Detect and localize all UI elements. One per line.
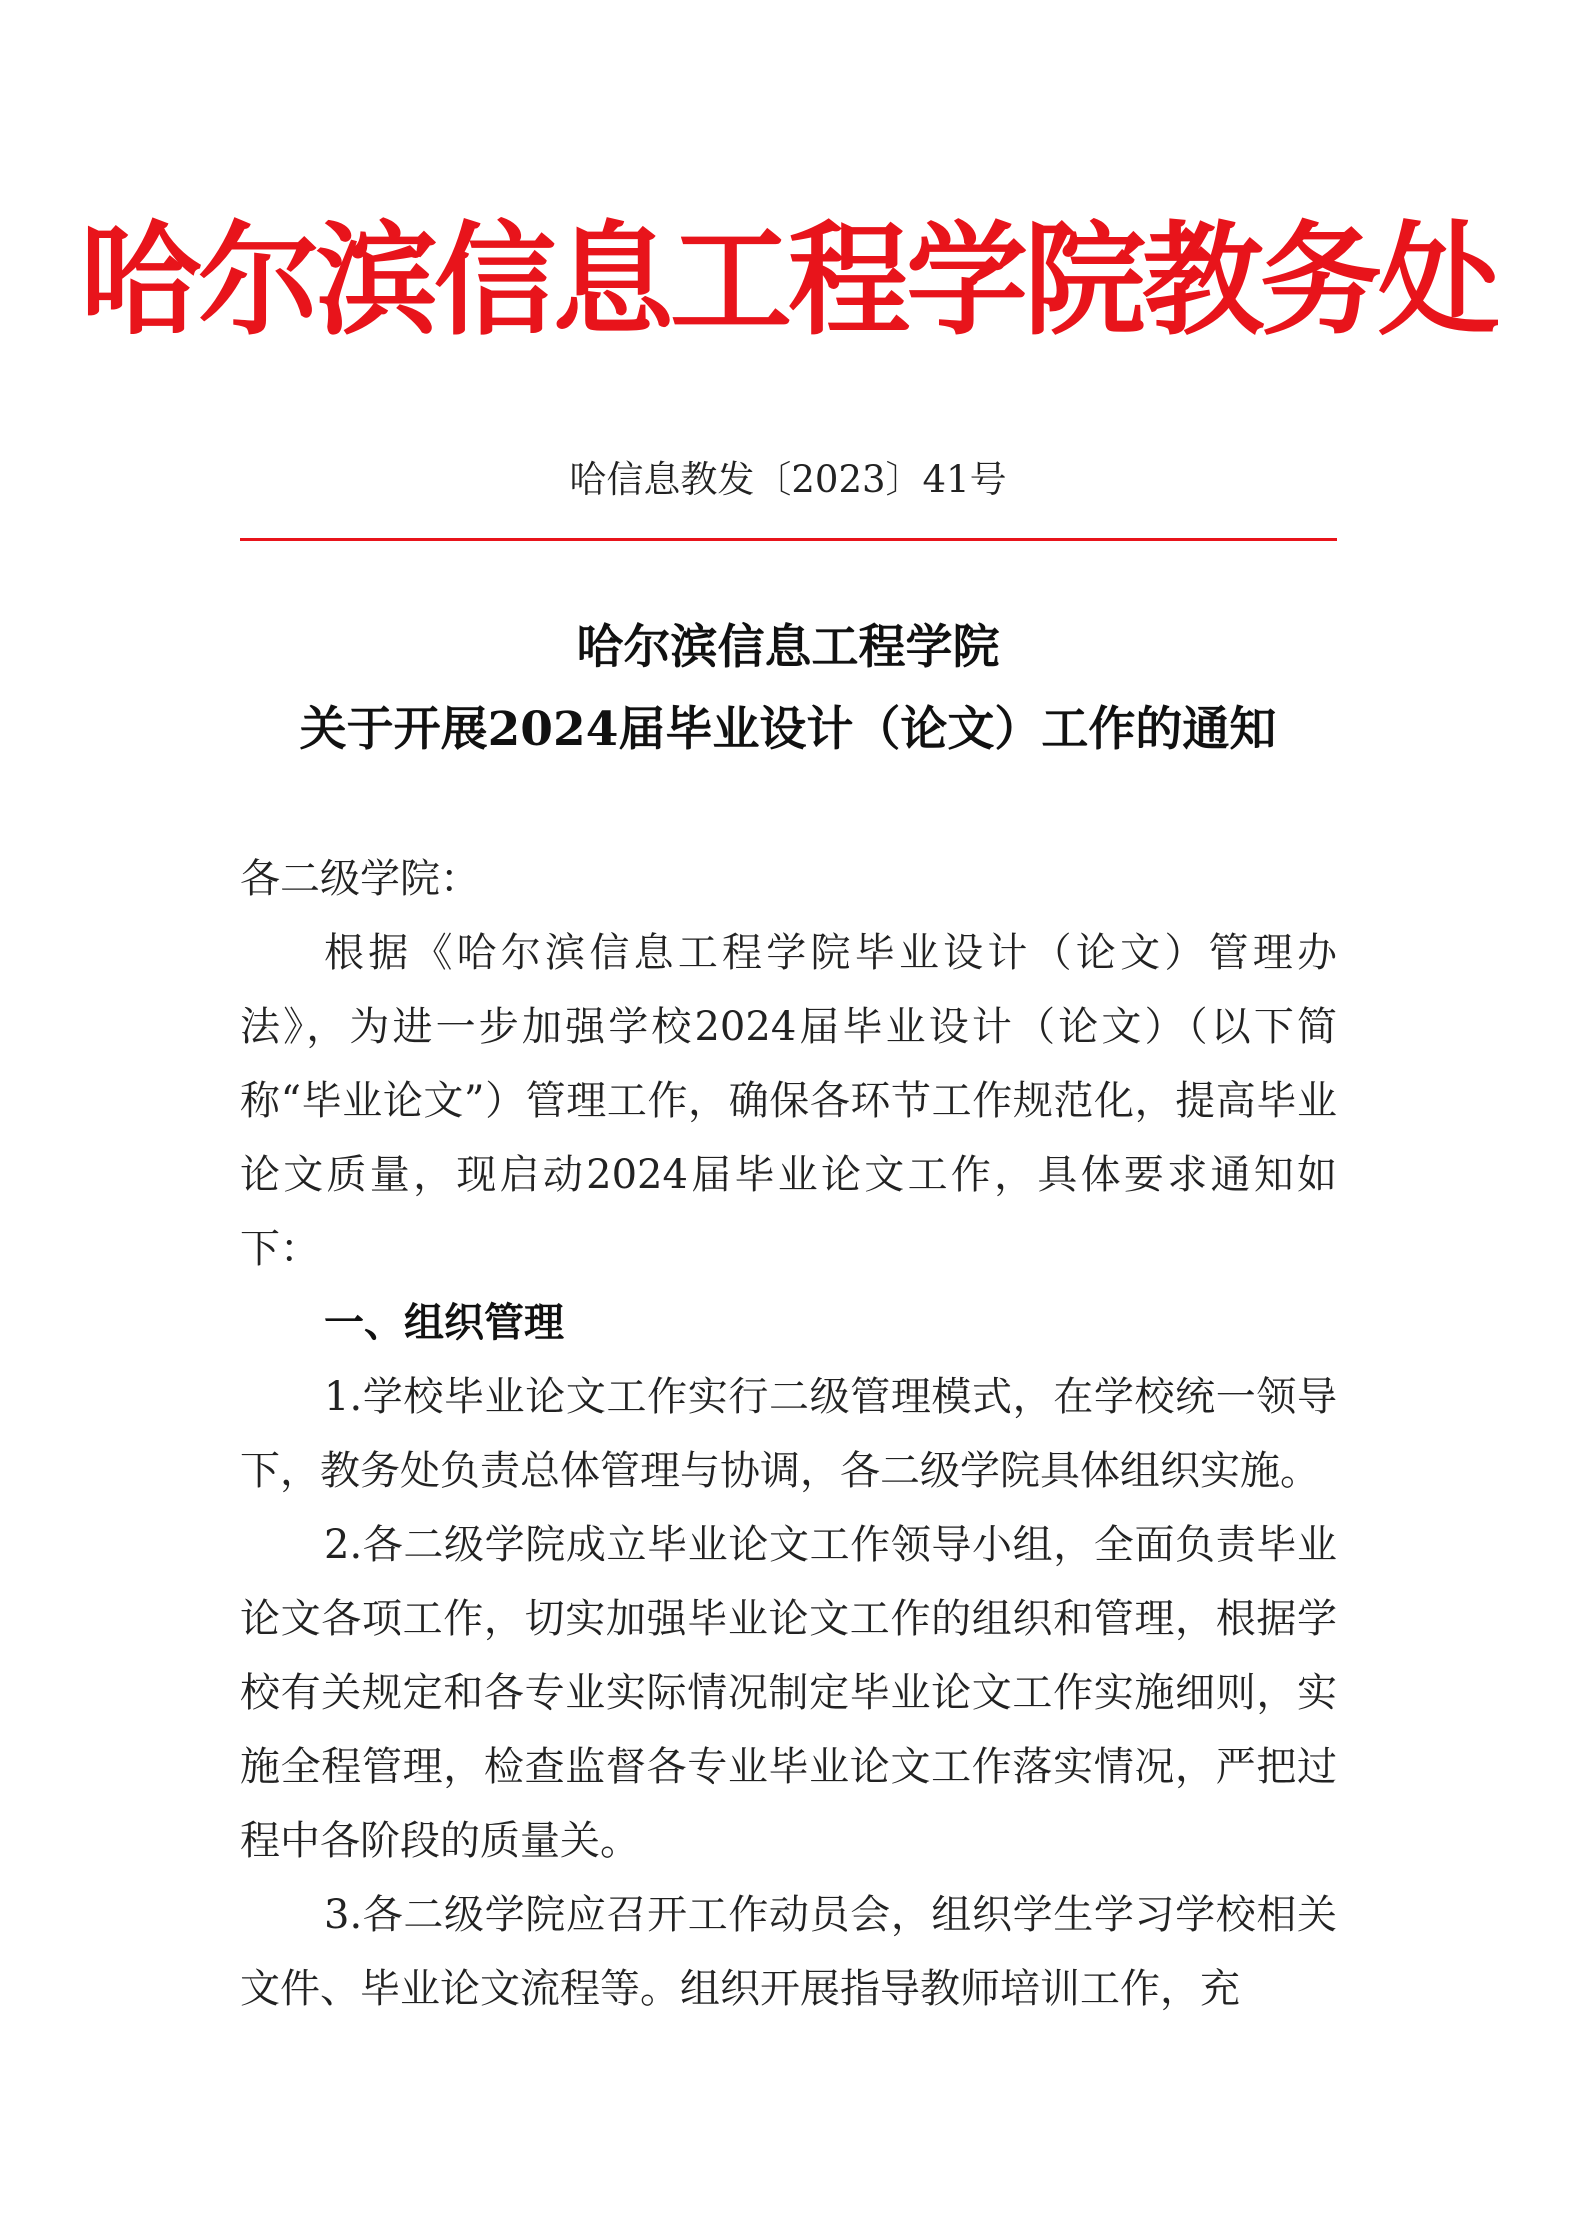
salutation: 各二级学院： <box>240 856 480 902</box>
section-heading: 一、组织管理 <box>324 1299 564 1346</box>
list-item: 1.学校毕业论文工作实行二级管理模式，在学校统一领导下，教务处负责总体管理与协调，各二级学院具体组织实施。 <box>240 1374 1337 1494</box>
list-item: 3.各二级学院应召开工作动员会，组织学生学习学校相关文件、毕业论文流程等。组织开展指导教师培训工作，充 <box>240 1892 1337 2012</box>
issuer-masthead: 哈尔滨信息工程学院教务处 <box>80 208 1496 352</box>
document-number: 哈信息教发〔2023〕41号 <box>569 458 1007 501</box>
red-divider-line <box>240 538 1337 541</box>
intro-paragraph: 根据《哈尔滨信息工程学院毕业设计（论文）管理办法》，为进一步加强学校2024届毕业设计（论文）（以下简称“毕业论文”）管理工作，确保各环节工作规范化，提高毕业论文质量，现启动2024届毕业论文工作，具体要求通知如下： <box>240 930 1337 1272</box>
title-line-2: 关于开展2024届毕业设计（论文）工作的通知 <box>299 702 1277 757</box>
document-body <box>240 842 1337 2026</box>
list-item: 2.各二级学院成立毕业论文工作领导小组，全面负责毕业论文各项工作，切实加强毕业论文工作的组织和管理，根据学校有关规定和各专业实际情况制定毕业论文工作实施细则，实施全程管理，检查监督各专业毕业论文工作落实情况，严把过程中各阶段的质量关。 <box>240 1522 1337 1864</box>
title-line-1: 哈尔滨信息工程学院 <box>576 620 1000 675</box>
